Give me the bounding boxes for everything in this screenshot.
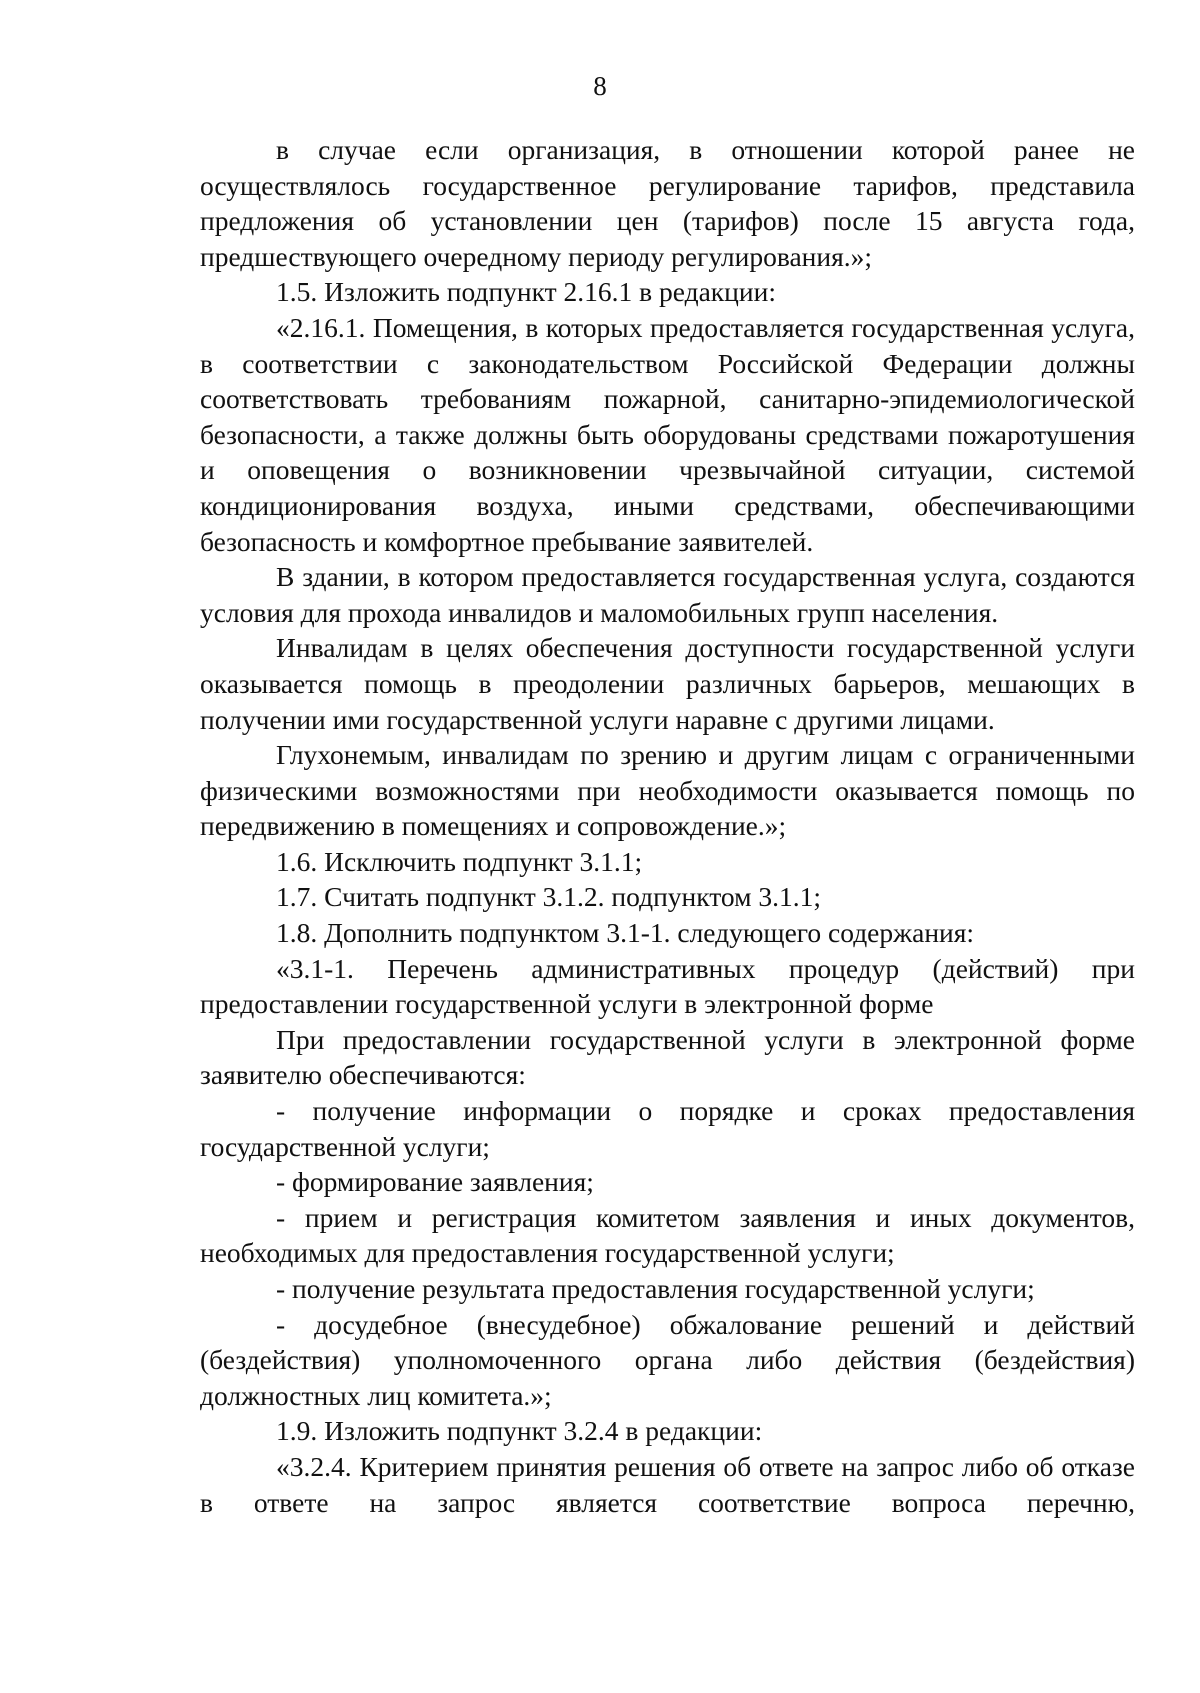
list-item-application: - формирование заявления; (276, 1166, 594, 1198)
page-number: 8 (593, 71, 607, 101)
paragraph-disabled-assistance: Инвалидам в целях обеспечения доступности государственной услуги оказывается помощь в преодолении различных барьеров, мешающих в получении ими государственной услуги наравне с другими лицами. (200, 632, 1135, 735)
list-item-appeal: - досудебное (внесудебное) обжалование решений и действий (бездействия) уполномоченного органа либо действия (бездействия) должностных лиц комитета.»; (200, 1308, 1135, 1411)
paragraph-1-6: 1.6. Исключить подпункт 3.1.1; (276, 845, 643, 877)
paragraph-2-16-1: «2.16.1. Помещения, в которых предоставляется государственная услуга, в соответствии с законодательством Российской Федерации должны соответствовать требованиям пожарной, санитарно-эпидемиологической безопасности, а также должны быть оборудованы средствами пожаротушения и оповещения о возникновении чрезвычайной ситуации, системой кондиционирования воздуха, иными средствами, обеспечивающими безопасность и комфортное пребывание заявителей. (200, 311, 1135, 557)
paragraph-electronic-form: При предоставлении государственной услуги в электронной форме заявителю обеспечиваются: (200, 1023, 1135, 1091)
paragraph-building-access: В здании, в котором предоставляется государственная услуга, создаются условия для прохода инвалидов и маломобильных групп населения. (200, 561, 1135, 628)
list-item-information: - получение информации о порядке и сроках предоставления государственной услуги; (200, 1095, 1135, 1162)
paragraph-1-7: 1.7. Считать подпункт 3.1.2. подпунктом 3.1.1; (276, 881, 822, 913)
list-item-result: - получение результата предоставления государственной услуги; (276, 1273, 1035, 1304)
paragraph-tariff-regulation: в случае если организация, в отношении которой ранее не осуществлялось государственное регулирование тарифов, представила предложения об установлении цен (тарифов) после 15 августа года, предшествующего очередному периоду регулирования.»; (200, 134, 1135, 272)
document-body (200, 132, 1135, 1520)
paragraph-3-1-1: «3.1-1. Перечень административных процедур (действий) при предоставлении государственной услуги в электронной форме (200, 952, 1135, 1020)
paragraph-1-9: 1.9. Изложить подпункт 3.2.4 в редакции: (276, 1415, 763, 1447)
list-item-registration: - прием и регистрация комитетом заявления и иных документов, необходимых для предоставления государственной услуги; (200, 1201, 1135, 1269)
paragraph-1-8: 1.8. Дополнить подпунктом 3.1-1. следующего содержания: (276, 917, 975, 949)
paragraph-3-2-4: «3.2.4. Критерием принятия решения об ответе на запрос либо об отказе в ответе на запрос является соответствие вопроса перечню, (200, 1450, 1135, 1518)
paragraph-1-5: 1.5. Изложить подпункт 2.16.1 в редакции: (276, 276, 776, 308)
paragraph-deaf-assistance: Глухонемым, инвалидам по зрению и другим лицам с ограниченными физическими возможностями при необходимости оказывается помощь по передвижению в помещениях и сопровождение.»; (200, 739, 1135, 842)
